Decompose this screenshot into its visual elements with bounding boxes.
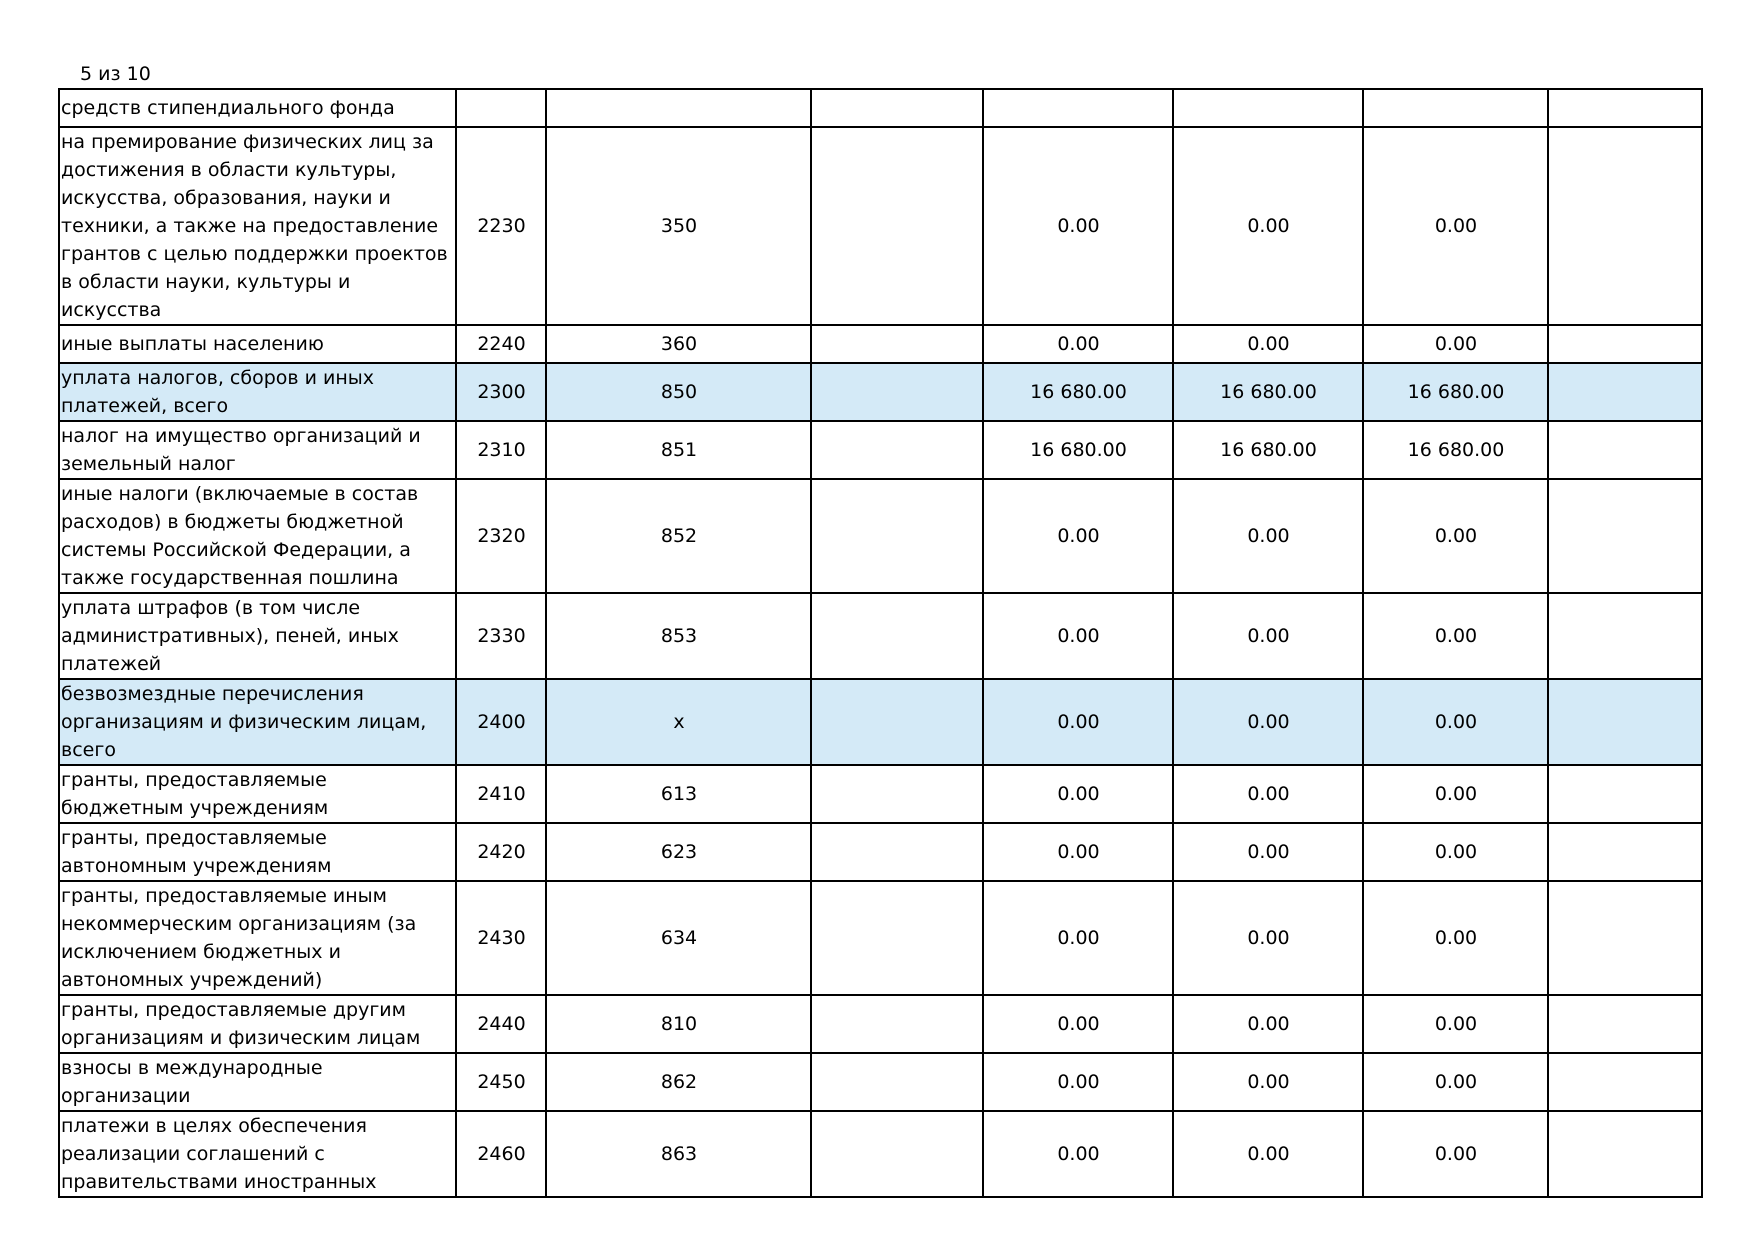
table-row <box>59 1053 1702 1111</box>
amount-cell-4 <box>1548 363 1702 421</box>
amount-cell-3: 0.00 <box>1363 765 1548 823</box>
table-row <box>59 89 1702 127</box>
amount-cell-1: 0.00 <box>983 823 1173 881</box>
line-code-cell: 2330 <box>456 593 546 679</box>
amount-cell-1: 0.00 <box>983 1111 1173 1197</box>
amount-cell-4 <box>1548 421 1702 479</box>
kbk-code-cell: x <box>546 679 811 765</box>
amount-cell-2: 16 680.00 <box>1173 421 1363 479</box>
kbk-code-cell: 634 <box>546 881 811 995</box>
line-code-cell: 2430 <box>456 881 546 995</box>
line-code-cell: 2240 <box>456 325 546 363</box>
table-row <box>59 127 1702 325</box>
amount-cell-4 <box>1548 995 1702 1053</box>
table-row <box>59 1111 1702 1197</box>
kbk-code-cell: 350 <box>546 127 811 325</box>
extra-code-cell <box>811 995 983 1053</box>
amount-cell-3: 0.00 <box>1363 1053 1548 1111</box>
kbk-code-cell: 360 <box>546 325 811 363</box>
amount-cell-3: 16 680.00 <box>1363 363 1548 421</box>
extra-code-cell <box>811 1053 983 1111</box>
amount-cell-4 <box>1548 1111 1702 1197</box>
amount-cell-3: 0.00 <box>1363 679 1548 765</box>
table-row <box>59 823 1702 881</box>
amount-cell-3: 0.00 <box>1363 823 1548 881</box>
amount-cell-4 <box>1548 1053 1702 1111</box>
amount-cell-2: 0.00 <box>1173 325 1363 363</box>
amount-cell-3: 0.00 <box>1363 995 1548 1053</box>
line-code-cell: 2450 <box>456 1053 546 1111</box>
amount-cell-4 <box>1548 89 1702 127</box>
table-row-highlighted <box>59 363 1702 421</box>
kbk-code-cell <box>546 89 811 127</box>
extra-code-cell <box>811 593 983 679</box>
table-row <box>59 995 1702 1053</box>
amount-cell-1: 0.00 <box>983 881 1173 995</box>
kbk-code-cell: 623 <box>546 823 811 881</box>
amount-cell-1: 0.00 <box>983 679 1173 765</box>
amount-cell-1: 0.00 <box>983 593 1173 679</box>
row-name-cell: платежи в целях обеспечения реализации соглашений с правительствами иностранных <box>59 1111 456 1197</box>
amount-cell-4 <box>1548 881 1702 995</box>
amount-cell-4 <box>1548 823 1702 881</box>
extra-code-cell <box>811 881 983 995</box>
kbk-code-cell: 810 <box>546 995 811 1053</box>
extra-code-cell <box>811 479 983 593</box>
amount-cell-2: 16 680.00 <box>1173 363 1363 421</box>
line-code-cell: 2400 <box>456 679 546 765</box>
amount-cell-1: 0.00 <box>983 1053 1173 1111</box>
page-number: 5 из 10 <box>80 63 151 85</box>
extra-code-cell <box>811 363 983 421</box>
row-name-cell: на премирование физических лиц за достижения в области культуры, искусства, образования, науки и техники, а также на предоставление грантов с целью поддержки проектов в области науки, культуры и искусства <box>59 127 456 325</box>
amount-cell-1 <box>983 89 1173 127</box>
amount-cell-2: 0.00 <box>1173 765 1363 823</box>
extra-code-cell <box>811 1111 983 1197</box>
amount-cell-4 <box>1548 679 1702 765</box>
amount-cell-1: 0.00 <box>983 127 1173 325</box>
amount-cell-2: 0.00 <box>1173 679 1363 765</box>
kbk-code-cell: 863 <box>546 1111 811 1197</box>
line-code-cell: 2420 <box>456 823 546 881</box>
kbk-code-cell: 850 <box>546 363 811 421</box>
table-row <box>59 421 1702 479</box>
table-body <box>59 89 1702 1197</box>
amount-cell-2 <box>1173 89 1363 127</box>
extra-code-cell <box>811 765 983 823</box>
row-name-cell: иные налоги (включаемые в состав расходов) в бюджеты бюджетной системы Российской Федерации, а также государственная пошлина <box>59 479 456 593</box>
row-name-cell: налог на имущество организаций и земельный налог <box>59 421 456 479</box>
kbk-code-cell: 853 <box>546 593 811 679</box>
row-name-cell: гранты, предоставляемые другим организациям и физическим лицам <box>59 995 456 1053</box>
extra-code-cell <box>811 325 983 363</box>
table-row <box>59 593 1702 679</box>
amount-cell-3: 0.00 <box>1363 1111 1548 1197</box>
amount-cell-4 <box>1548 765 1702 823</box>
row-name-cell: уплата налогов, сборов и иных платежей, всего <box>59 363 456 421</box>
amount-cell-3: 0.00 <box>1363 593 1548 679</box>
row-name-cell: иные выплаты населению <box>59 325 456 363</box>
line-code-cell <box>456 89 546 127</box>
row-name-cell: гранты, предоставляемые автономным учреждениям <box>59 823 456 881</box>
amount-cell-1: 0.00 <box>983 765 1173 823</box>
amount-cell-2: 0.00 <box>1173 1111 1363 1197</box>
amount-cell-4 <box>1548 593 1702 679</box>
amount-cell-4 <box>1548 127 1702 325</box>
amount-cell-3: 0.00 <box>1363 325 1548 363</box>
table-row-highlighted <box>59 679 1702 765</box>
table-row <box>59 325 1702 363</box>
amount-cell-3: 16 680.00 <box>1363 421 1548 479</box>
kbk-code-cell: 852 <box>546 479 811 593</box>
amount-cell-3: 0.00 <box>1363 127 1548 325</box>
amount-cell-2: 0.00 <box>1173 1053 1363 1111</box>
table-row <box>59 765 1702 823</box>
line-code-cell: 2300 <box>456 363 546 421</box>
amount-cell-2: 0.00 <box>1173 127 1363 325</box>
extra-code-cell <box>811 679 983 765</box>
row-name-cell: гранты, предоставляемые бюджетным учреждениям <box>59 765 456 823</box>
amount-cell-2: 0.00 <box>1173 995 1363 1053</box>
row-name-cell: безвозмездные перечисления организациям и физическим лицам, всего <box>59 679 456 765</box>
line-code-cell: 2440 <box>456 995 546 1053</box>
amount-cell-2: 0.00 <box>1173 881 1363 995</box>
line-code-cell: 2320 <box>456 479 546 593</box>
line-code-cell: 2460 <box>456 1111 546 1197</box>
amount-cell-2: 0.00 <box>1173 823 1363 881</box>
extra-code-cell <box>811 89 983 127</box>
amount-cell-3 <box>1363 89 1548 127</box>
extra-code-cell <box>811 127 983 325</box>
budget-table <box>58 88 1703 1198</box>
row-name-cell: взносы в международные организации <box>59 1053 456 1111</box>
amount-cell-2: 0.00 <box>1173 593 1363 679</box>
table-row <box>59 479 1702 593</box>
line-code-cell: 2410 <box>456 765 546 823</box>
amount-cell-1: 16 680.00 <box>983 363 1173 421</box>
kbk-code-cell: 862 <box>546 1053 811 1111</box>
line-code-cell: 2310 <box>456 421 546 479</box>
row-name-cell: средств стипендиального фонда <box>59 89 456 127</box>
amount-cell-4 <box>1548 479 1702 593</box>
amount-cell-4 <box>1548 325 1702 363</box>
kbk-code-cell: 613 <box>546 765 811 823</box>
amount-cell-1: 16 680.00 <box>983 421 1173 479</box>
kbk-code-cell: 851 <box>546 421 811 479</box>
amount-cell-1: 0.00 <box>983 479 1173 593</box>
extra-code-cell <box>811 823 983 881</box>
amount-cell-1: 0.00 <box>983 995 1173 1053</box>
extra-code-cell <box>811 421 983 479</box>
line-code-cell: 2230 <box>456 127 546 325</box>
row-name-cell: гранты, предоставляемые иным некоммерческим организациям (за исключением бюджетных и автономных учреждений) <box>59 881 456 995</box>
amount-cell-3: 0.00 <box>1363 881 1548 995</box>
amount-cell-3: 0.00 <box>1363 479 1548 593</box>
amount-cell-2: 0.00 <box>1173 479 1363 593</box>
amount-cell-1: 0.00 <box>983 325 1173 363</box>
row-name-cell: уплата штрафов (в том числе административных), пеней, иных платежей <box>59 593 456 679</box>
table-row <box>59 881 1702 995</box>
